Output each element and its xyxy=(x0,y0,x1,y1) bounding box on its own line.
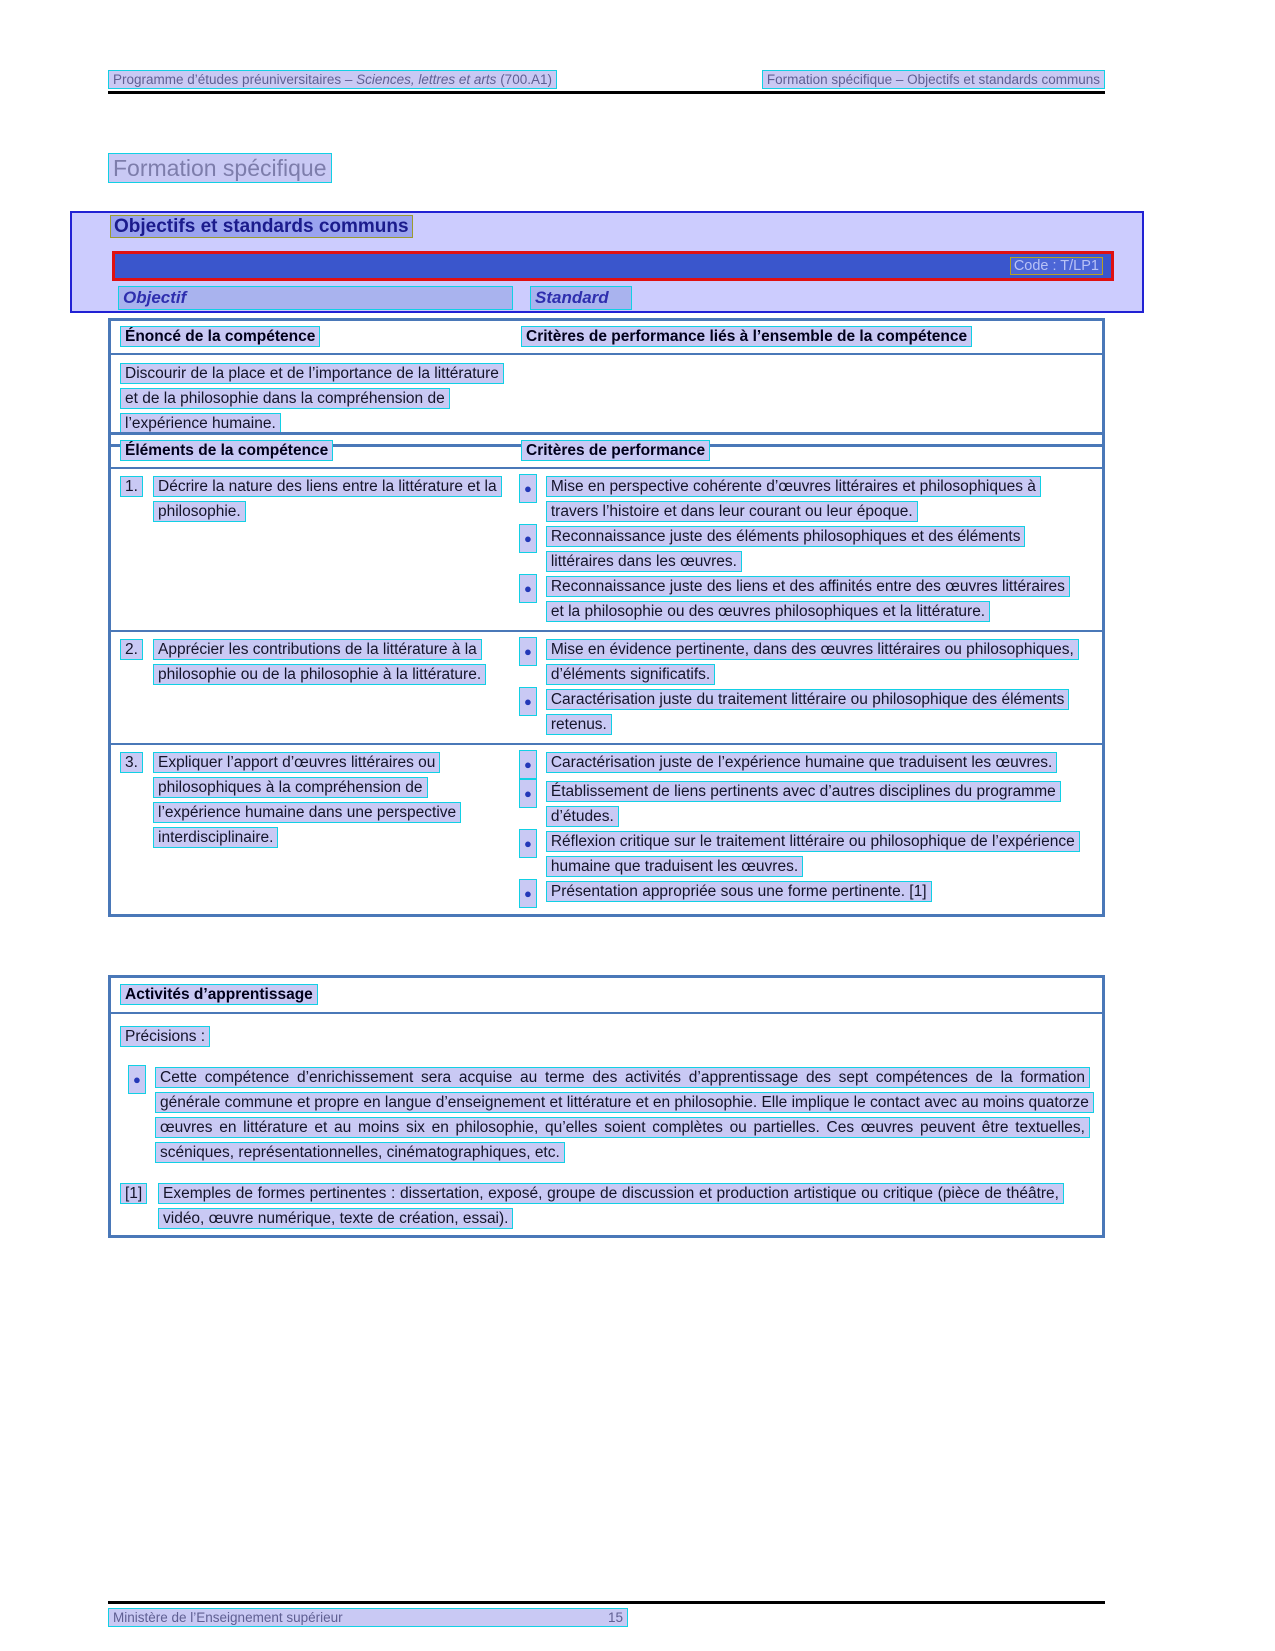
footnote-marker: [1] xyxy=(120,1183,147,1204)
criteria-item xyxy=(519,829,1076,879)
table-elements-header xyxy=(111,435,1102,469)
criteria-item xyxy=(519,687,1076,737)
criteria-cell xyxy=(519,637,1102,737)
criteria-cell xyxy=(519,750,1102,908)
footer-divider xyxy=(108,1601,1105,1604)
element-cell xyxy=(111,750,519,908)
table-row xyxy=(111,469,1102,632)
activities-paragraph xyxy=(120,1065,1092,1165)
element-text: Apprécier les contributions de la littérature à la philosophie ou de la philosophie à la littérature. xyxy=(153,639,486,685)
criteria-item xyxy=(519,574,1076,624)
bullet-icon: ● xyxy=(519,879,537,908)
table-enonce-header xyxy=(111,321,1102,355)
criteria-text: Reconnaissance juste des éléments philosophiques et des éléments littéraires dans les œuvres. xyxy=(546,526,1026,572)
header-left-text xyxy=(108,70,557,89)
code-bar xyxy=(112,251,1114,281)
criteria-item xyxy=(519,637,1076,687)
criteria-text: Mise en perspective cohérente d’œuvres littéraires et philosophiques à travers l’histoire et dans leur courant ou leur époque. xyxy=(546,476,1041,522)
enonce-col1-header: Énoncé de la compétence xyxy=(120,326,320,347)
criteria-item xyxy=(519,474,1076,524)
criteria-text: Établissement de liens pertinents avec d’autres disciplines du programme d’études. xyxy=(546,781,1061,827)
element-number: 2. xyxy=(120,639,143,660)
criteria-text: Réflexion critique sur le traitement littéraire ou philosophique de l’expérience humaine que traduisent les œuvres. xyxy=(546,831,1080,877)
activities-body xyxy=(111,1014,1102,1239)
running-footer xyxy=(108,1608,628,1627)
header-program-label: Programme d’études préuniversitaires – xyxy=(113,72,357,87)
header-program-code: (700.A1) xyxy=(496,72,552,87)
header-divider xyxy=(108,91,1105,94)
running-header xyxy=(108,70,1105,89)
criteria-text: Présentation appropriée sous une forme pertinente. [1] xyxy=(546,881,932,902)
table-row xyxy=(111,632,1102,745)
objectives-banner xyxy=(70,211,1144,313)
table-enonce-body xyxy=(111,355,1102,444)
criteria-text: Caractérisation juste du traitement littéraire ou philosophique des éléments retenus. xyxy=(546,689,1070,735)
table-activities xyxy=(108,975,1105,1238)
table-enonce xyxy=(108,318,1105,447)
bullet-icon: ● xyxy=(519,829,537,858)
header-right-text: Formation spécifique – Objectifs et standards communs xyxy=(762,70,1105,89)
criteria-item xyxy=(519,750,1076,779)
banner-heading: Objectifs et standards communs xyxy=(110,215,413,238)
element-number: 3. xyxy=(120,752,143,773)
bullet-icon: ● xyxy=(519,637,537,666)
criteria-text: Caractérisation juste de l’expérience humaine que traduisent les œuvres. xyxy=(546,752,1057,773)
activities-paragraph-text: Cette compétence d’enrichissement sera acquise au terme des activités d’apprentissage des sept compétences de la formation générale commune et propre en langue d’enseignement et littérature et en philosophie. Elle implique le contact avec au moins quatorze œuvres en littérature et au moins six en philosophie, qu’elles soient complètes ou partielles. Ces œuvres peuvent être textuelles, scéniques, représentationnelles, cinématographiques, etc. xyxy=(155,1067,1094,1163)
footnote-text: Exemples de formes pertinentes : dissertation, exposé, groupe de discussion et production artistique ou critique (pièce de théâtre, vidéo, œuvre numérique, texte de création, essai). xyxy=(158,1183,1064,1229)
objectif-label: Objectif xyxy=(118,286,513,310)
criteria-item xyxy=(519,524,1076,574)
element-text: Décrire la nature des liens entre la littérature et la philosophie. xyxy=(153,476,502,522)
criteria-text: Reconnaissance juste des liens et des affinités entre des œuvres littéraires et la philosophie ou des œuvres philosophiques et la littérature. xyxy=(546,576,1070,622)
precisions-label: Précisions : xyxy=(120,1026,210,1047)
footer-page-number: 15 xyxy=(607,1610,623,1625)
bullet-icon: ● xyxy=(128,1065,146,1094)
competence-statement: Discourir de la place et de l’importance de la littérature et de la philosophie dans la compréhension de l’expérience humaine. xyxy=(120,363,504,434)
bullet-icon: ● xyxy=(519,574,537,603)
criteria-item xyxy=(519,879,1076,908)
footer-box xyxy=(108,1608,628,1627)
page-title: Formation spécifique xyxy=(108,153,332,183)
criteria-text: Mise en évidence pertinente, dans des œuvres littéraires ou philosophiques, d’éléments significatifs. xyxy=(546,639,1079,685)
enonce-col2-header: Critères de performance liés à l’ensemble de la compétence xyxy=(521,326,972,347)
element-number: 1. xyxy=(120,476,143,497)
element-cell xyxy=(111,474,519,624)
bullet-icon: ● xyxy=(519,750,537,779)
criteria-cell xyxy=(519,474,1102,624)
element-cell xyxy=(111,637,519,737)
bullet-icon: ● xyxy=(519,779,537,808)
elements-col1-header: Éléments de la compétence xyxy=(120,440,333,461)
footnote xyxy=(120,1181,1092,1231)
code-label: Code : T/LP1 xyxy=(1010,257,1103,275)
bullet-icon: ● xyxy=(519,687,537,716)
footer-ministry: Ministère de l’Enseignement supérieur xyxy=(113,1610,343,1625)
table-elements xyxy=(108,432,1105,917)
elements-col2-header: Critères de performance xyxy=(521,440,710,461)
objectif-standard-row xyxy=(118,286,1118,310)
element-text: Expliquer l’apport d’œuvres littéraires ou philosophiques à la compréhension de l’expérience humaine dans une perspective interdisciplinaire. xyxy=(153,752,461,848)
bullet-icon: ● xyxy=(519,474,537,503)
standard-label: Standard xyxy=(530,286,632,310)
header-program-name: Sciences, lettres et arts xyxy=(356,72,497,87)
bullet-icon: ● xyxy=(519,524,537,553)
activities-header: Activités d’apprentissage xyxy=(120,984,318,1005)
criteria-item xyxy=(519,779,1076,829)
activities-header-row xyxy=(111,978,1102,1014)
table-row xyxy=(111,745,1102,914)
